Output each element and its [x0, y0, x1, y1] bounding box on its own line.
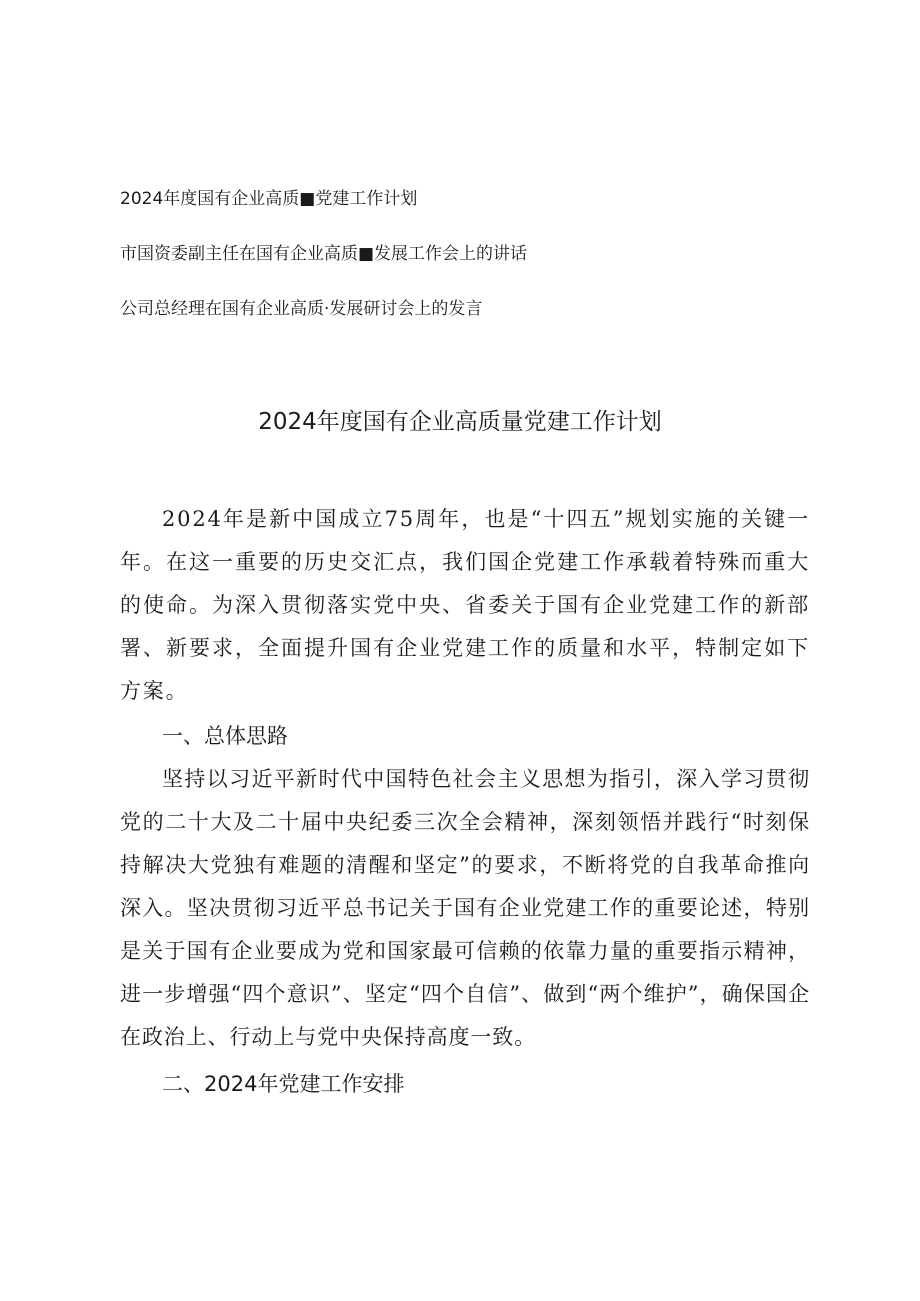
- intro-paragraph: 2024年是新中国成立75周年，也是“十四五”规划实施的关键一年。在这一重要的历史交汇点，我们国企党建工作承载着特殊而重大的使命。为深入贯彻落实党中央、省委关于国有企业党建工作的新部署、新要求，全面提升国有企业党建工作的质量和水平，特制定如下方案。: [120, 507, 810, 703]
- section-heading-overall-approach: 一、总体思路: [162, 724, 288, 748]
- toc-item-party-building-plan[interactable]: 2024年度国有企业高质■党建工作计划: [120, 189, 418, 209]
- section1-paragraph: 坚持以习近平新时代中国特色社会主义思想为指引，深入学习贯彻党的二十大及二十届中央纪委三次全会精神，深刻领悟并践行“时刻保持解决大党独有难题的清醒和坚定”的要求，不断将党的自我革命推向深入。坚决贯彻习近平总书记关于国有企业党建工作的重要论述，特别是关于国有企业要成为党和国家最可信赖的依靠力量的重要指示精神，进一步增强“四个意识”、坚定“四个自信”、做到“两个维护”，确保国企在政治上、行动上与党中央保持高度一致。: [120, 767, 810, 1049]
- table-of-contents: [120, 186, 820, 351]
- toc-item-sasac-speech[interactable]: 市国资委副主任在国有企业高质■发展工作会上的讲话: [120, 244, 528, 264]
- section-heading-work-arrangement: 二、2024年党建工作安排: [162, 1072, 405, 1096]
- document-title: 2024年度国有企业高质量党建工作计划: [258, 409, 662, 435]
- toc-item-manager-remarks[interactable]: 公司总经理在国有企业高质·发展研讨会上的发言: [120, 299, 483, 319]
